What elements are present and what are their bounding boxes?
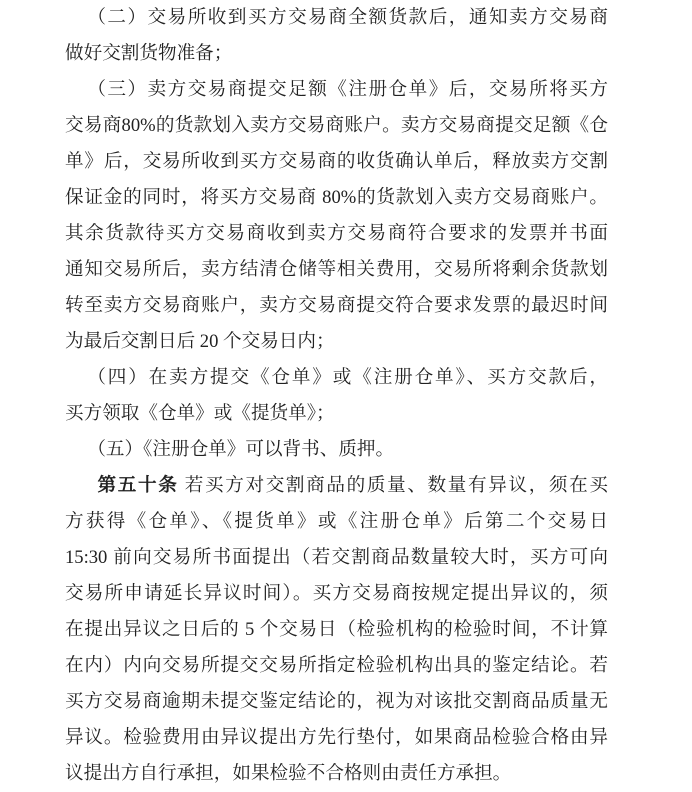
text-run: （二）交易所收到买方交易商全额货款后，通知卖方交易商 <box>87 7 608 28</box>
text-run: 15:30 前向交易所书面提出（若交割商品数量较大时，买方可向 <box>65 547 608 568</box>
text-run: 其余货款待买方交易商收到卖方交易商符合要求的发票并书面 <box>65 223 608 244</box>
text-run: 为最后交割日后 20 个交易日内； <box>65 331 335 352</box>
text-line <box>65 360 608 396</box>
text-run: 买方领取《仓单》或《提货单》； <box>65 403 335 424</box>
text-line <box>65 180 608 216</box>
text-line <box>65 144 608 180</box>
text-line <box>65 612 608 648</box>
text-line <box>65 576 608 612</box>
text-line <box>65 756 608 792</box>
text-line <box>65 540 608 576</box>
text-line <box>65 288 608 324</box>
text-line <box>65 0 608 36</box>
text-run: 交易所申请延长异议时间）。买方交易商按规定提出异议的，须 <box>65 583 608 604</box>
text-run: 若买方对交割商品的质量、数量有异议，须在买 <box>178 475 608 496</box>
text-run: 转至卖方交易商账户，卖方交易商提交符合要求发票的最迟时间 <box>65 295 608 316</box>
text-run: （四）在卖方提交《仓单》或《注册仓单》、买方交款后， <box>87 367 608 388</box>
text-line <box>65 72 608 108</box>
text-run: 在提出异议之日后的 5 个交易日（检验机构的检验时间，不计算 <box>65 619 608 640</box>
text-run: 异议。检验费用由异议提出方先行垫付，如果商品检验合格由异 <box>65 727 608 748</box>
text-line <box>65 252 608 288</box>
text-run: 买方交易商逾期未提交鉴定结论的，视为对该批交割商品质量无 <box>65 691 608 712</box>
text-run: 议提出方自行承担，如果检验不合格则由责任方承担。 <box>65 763 512 784</box>
text-run: 保证金的同时，将买方交易商 80%的货款划入卖方交易商账户。 <box>65 187 608 208</box>
paragraph-item-4 <box>65 360 608 432</box>
text-run: 做好交割货物准备； <box>65 43 233 64</box>
paragraph-item-3 <box>65 72 608 360</box>
text-line <box>65 108 608 144</box>
text-line <box>65 432 608 468</box>
text-run: （三）卖方交易商提交足额《注册仓单》后，交易所将买方 <box>87 79 608 100</box>
text-line <box>65 504 608 540</box>
text-run: 方获得《仓单》、《提货单》或《注册仓单》后第二个交易日 <box>65 511 608 532</box>
text-line <box>65 468 608 504</box>
paragraph-item-2 <box>65 0 608 72</box>
clause-heading: 第五十条 <box>97 475 179 496</box>
text-line <box>65 720 608 756</box>
text-run: 交易商80%的货款划入卖方交易商账户。卖方交易商提交足额《仓 <box>65 115 608 136</box>
text-line <box>65 216 608 252</box>
document-body <box>65 0 608 792</box>
text-run: （五）《注册仓单》可以背书、质押。 <box>87 439 395 460</box>
text-line <box>65 396 608 432</box>
text-run: 在内）内向交易所提交交易所指定检验机构出具的鉴定结论。若 <box>65 655 608 676</box>
paragraph-article-50 <box>65 468 608 792</box>
text-line <box>65 648 608 684</box>
text-run: 单》后，交易所收到买方交易商的收货确认单后，释放卖方交割 <box>65 151 608 172</box>
text-line <box>65 36 608 72</box>
text-line <box>65 684 608 720</box>
paragraph-item-5 <box>65 432 608 468</box>
text-run: 通知交易所后，卖方结清仓储等相关费用，交易所将剩余货款划 <box>65 259 608 280</box>
text-line <box>65 324 608 360</box>
